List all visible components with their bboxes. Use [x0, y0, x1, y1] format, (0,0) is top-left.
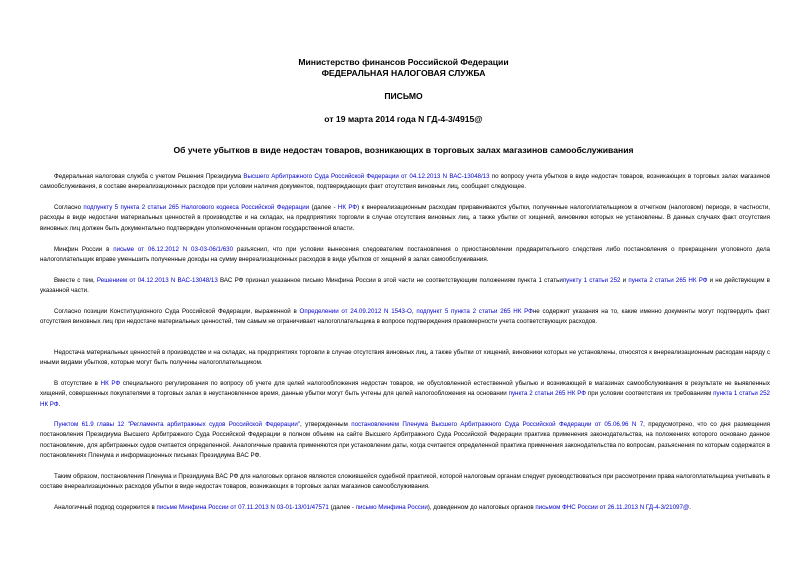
paragraph-8: Пунктом 61.9 главы 12 "Регламента арбитражных судов Российской Федерации", утвержденным постановлением Пленума Высшего Арбитражного Суда Российской Федерации от 05.06.96 N 7, предусмотрено, что со дня размещения постановления Президиума Высшего Арбитражного Суда Российской Федерации в полном объеме на сайте Высшего Арбитражного Суда Российской Федерации практика применения законодательства, на положениях которого основано данное постановление, для арбитражных судов считается определенной. Аналогичные правила применяются при установлении даты, когда считается определенной практика применения законодательства по вопросам, разъяснения по которым содержатся в постановлениях Пленума и информационных письмах Президиума ВАС РФ.	[40, 421, 771, 460]
paragraph-4: Вместе с тем, Решением от 04.12.2013 N ВАС-13048/13 ВАС РФ признал указанное письмо Минфина России в этой части не соответствующим положениям пункта 1 статьипункту 1 статьи 252 и пункта 2 статьи 265 НК РФ и не действующим в указанной части.	[40, 277, 770, 295]
link-nk-252-p1[interactable]: пункта 1 статьи 252 НК РФ	[40, 390, 770, 408]
link-minfin-letter-2012[interactable]: письме от 06.12.2012 N 03-03-06/1/630	[113, 246, 234, 253]
service-name: ФЕДЕРАЛЬНАЯ НАЛОГОВАЯ СЛУЖБА	[321, 68, 486, 78]
document-date: от 19 марта 2014 года N ГД-4-3/4915@	[324, 114, 483, 124]
link-nk-252[interactable]: пункту 1 статьи 252	[562, 277, 621, 284]
link-nk-rf-2[interactable]: НК РФ	[100, 380, 121, 387]
link-arbitration-regulation[interactable]: Пунктом 61.9 главы 12 "Регламента арбитражных судов Российской Федерации"	[54, 421, 300, 428]
link-nk-265-p2[interactable]: пункта 2 статьи 265 НК РФ	[508, 390, 586, 398]
paragraph-1: Федеральная налоговая служба с учетом Решения Президиума Высшего Арбитражного Суда Российской Федерации от 04.12.2013 N ВАС-13048/13 по вопросу учета убытков в виде недостач товаров, возникающих в торговых залах магазинов самообслуживания, в составе внереализационных расходов при условии наличия документов, подтверждающих факт отсутствия виновных лиц, сообщает следующее.	[40, 173, 770, 191]
paragraph-7: В отсутствие в НК РФ специального регулирования по вопросу об учете для целей налогообложения недостач товаров, не обусловленной естественной убылью и возникающей в магазинах самообслуживания в результате не выявленных хищений, совершенных покупателями в торговых залах в неустановленное время, данные убытки могут быть учтены для целей налогообложения на основании пункта 2 статьи 265 НК РФ при условии соответствия их требованиям пункта 1 статьи 252 НК РФ.	[40, 380, 770, 408]
link-minfin-letter-short[interactable]: письмо Минфина России	[355, 504, 428, 511]
paragraph-10: Аналогичный подход содержится в письме Минфина России от 07.11.2013 N 03-01-13/01/47571 (далее - письмо Минфина России), доведенном до налоговых органов письмом ФНС России от 26.11.2013 N ГД-4-3/21097@.	[54, 504, 691, 511]
ministry-name: Министерство финансов Российской Федерации	[298, 57, 509, 67]
document-type: ПИСЬМО	[384, 91, 423, 101]
paragraph-5: Согласно позиции Конституционного Суда Российской Федерации, выраженной в Определении от 24.09.2012 N 1543-О, подпункт 5 пункта 2 статьи 265 НК РФне содержит указания на то, какие именно документы могут подтвердить факт отсутствия виновных лиц при недостаче материальных ценностей, тем самым не ограничивает налогоплательщика в вопросе подтверждения правомерности учета соответствующих расходов.	[40, 308, 770, 326]
document-title: Об учете убытков в виде недостач товаров, возникающих в торговых залах магазинов самообслуживания	[173, 145, 634, 155]
link-vas-decision[interactable]: Высшего Арбитражного Суда Российской Федерации от 04.12.2013 N ВАС-13048/13	[243, 173, 490, 180]
paragraph-6: Недостача материальных ценностей в производстве и на складах, на предприятиях торговли в случае отсутствия виновных лиц, а также убытки от хищений, виновники которых не установлены, относятся к внереализационным расходам наряду с иными видами убытков, которые могут быть получены налогоплательщиком.	[40, 349, 770, 367]
paragraph-3: Минфин России в письме от 06.12.2012 N 03-03-06/1/630 разъяснил, что при условии вынесения следователем постановления о приостановлении предварительного следствия либо постановления о прекращении уголовного дела налогоплательщик вправе уменьшить полученные доходы на сумму внереализационных расходов в виде убытков от хищений в залах самообслуживания.	[40, 246, 770, 264]
link-plenum-resolution[interactable]: постановлением Пленума Высшего Арбитражного Суда Российской Федерации от 05.06.96 N 7	[351, 421, 644, 428]
link-nk-rf[interactable]: НК РФ	[337, 204, 358, 211]
link-fns-letter[interactable]: письмом ФНС России от 26.11.2013 N ГД-4-3/21097@	[535, 504, 690, 511]
link-minfin-letter-2013[interactable]: письме Минфина России от 07.11.2013 N 03-01-13/01/47571	[156, 504, 329, 511]
link-ks-determination[interactable]: Определении от 24.09.2012 N 1543-О	[299, 308, 412, 315]
link-vas-decision-2[interactable]: Решением от 04.12.2013 N ВАС-13048/13	[96, 277, 218, 284]
link-nk-265-5[interactable]: подпункт 5 пункта 2 статьи 265 НК РФ	[416, 308, 533, 315]
link-nk-265-2[interactable]: пункта 2 статьи 265 НК РФ	[628, 277, 708, 284]
link-nk-265[interactable]: подпункту 5 пункта 2 статьи 265 Налогового кодекса Российской Федерации	[83, 204, 310, 211]
paragraph-9: Таким образом, постановления Пленума и Президиума ВАС РФ для налоговых органов являются сложившейся судебной практикой, которой налоговым органам следует руководствоваться при рассмотрении права налогоплательщика учитывать в составе внереализационных расходов убытки в виде недостач товаров, возникающих в торговых залах магазинов самообслуживания.	[40, 473, 770, 491]
paragraph-2: Согласно подпункту 5 пункта 2 статьи 265 Налогового кодекса Российской Федерации (далее - НК РФ) к внереализационным расходам приравниваются убытки, полученные налогоплательщиком в отчетном (налоговом) периоде, в частности, расходы в виде недостачи материальных ценностей в производстве и на складах, на предприятиях торговли в случае отсутствия виновных лиц, а также убытки от хищений, виновники которых не установлены. В данных случаях факт отсутствия виновных лиц должен быть документально подтвержден уполномоченным органом государственной власти.	[40, 204, 770, 232]
